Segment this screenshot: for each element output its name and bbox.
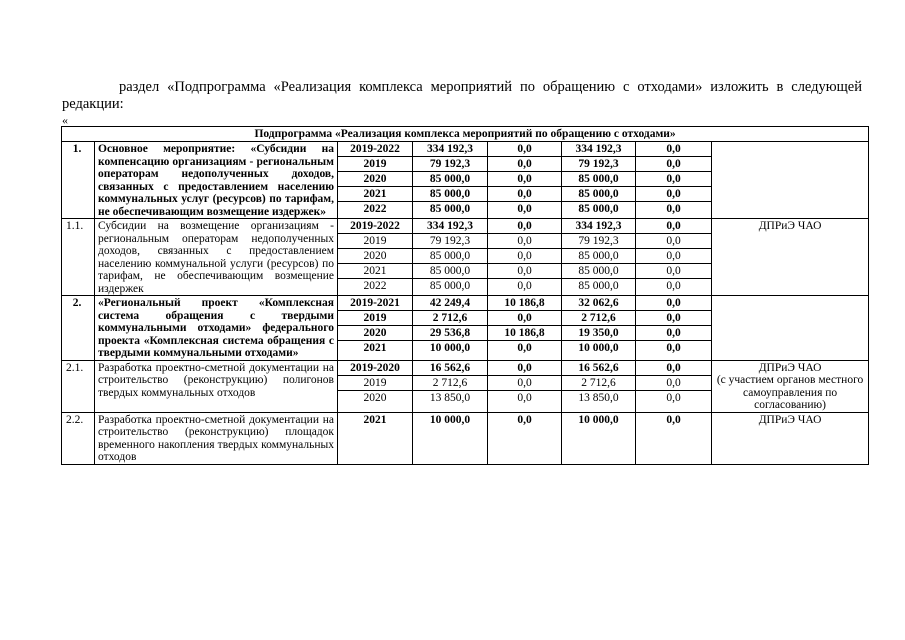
value-cell: 2 712,6 (413, 376, 487, 391)
col-local (636, 296, 712, 361)
value-cell: 2020 (338, 326, 412, 341)
value-cell: 85 000,0 (562, 187, 635, 202)
value-cell: 2 712,6 (562, 376, 635, 391)
col-federal (488, 142, 562, 219)
row-name: «Региональный проект «Комплексная система обращения с твердыми коммунальными отходами» федерального проекта «Комплексная система обращения с твердыми коммунальными отходами» (95, 296, 338, 361)
value-cell: 0,0 (488, 234, 561, 249)
col-federal (488, 360, 562, 412)
col-regional (562, 412, 636, 464)
value-cell: 10 000,0 (578, 342, 619, 354)
value-cell: 16 562,6 (562, 361, 635, 376)
col-federal (488, 412, 562, 464)
col-period (338, 296, 413, 361)
table-row (62, 360, 869, 412)
value-cell: 85 000,0 (413, 264, 487, 279)
value-cell: 0,0 (666, 203, 681, 215)
value-cell: 0,0 (488, 264, 561, 279)
org-line: ДПРиЭ ЧАО (758, 413, 822, 426)
value-cell: 334 192,3 (562, 142, 635, 157)
value-cell: 0,0 (666, 342, 681, 354)
responsible-org (712, 142, 869, 219)
value-cell: 85 000,0 (578, 203, 619, 215)
col-total (413, 412, 488, 464)
value-cell: 0,0 (636, 187, 711, 202)
value-cell: 334 192,3 (562, 219, 635, 234)
org-line: ДПРиЭ ЧАО (758, 361, 822, 374)
value-cell: 334 192,3 (413, 142, 487, 157)
row-number: 2. (62, 296, 95, 361)
value-cell: 2019 (338, 234, 412, 249)
col-regional (562, 360, 636, 412)
value-cell: 2019 (338, 157, 412, 172)
value-cell: 85 000,0 (578, 280, 619, 292)
responsible-org (712, 412, 869, 464)
value-cell: 2 712,6 (413, 311, 487, 326)
col-local (636, 142, 712, 219)
value-cell: 0,0 (488, 172, 561, 187)
col-local (636, 412, 712, 464)
value-cell: 2019-2022 (338, 219, 412, 234)
value-cell: 10 186,8 (488, 326, 561, 341)
value-cell: 0,0 (488, 249, 561, 264)
table-title: Подпрограмма «Реализация комплекса мероприятий по обращению с отходами» (62, 127, 869, 142)
value-cell: 2019-2022 (338, 142, 412, 157)
value-cell: 0,0 (517, 413, 532, 426)
value-cell: 0,0 (636, 234, 711, 249)
value-cell: 79 192,3 (413, 234, 487, 249)
value-cell: 0,0 (488, 187, 561, 202)
value-cell: 13 850,0 (578, 391, 619, 404)
col-regional (562, 219, 636, 296)
value-cell: 0,0 (636, 376, 711, 391)
value-cell: 10 000,0 (429, 342, 471, 354)
value-cell: 0,0 (636, 142, 711, 157)
value-cell: 79 192,3 (562, 157, 635, 172)
value-cell: 85 000,0 (562, 172, 635, 187)
intro-paragraph (62, 79, 862, 113)
value-cell: 2019-2021 (338, 296, 412, 311)
value-cell: 85 000,0 (413, 172, 487, 187)
value-cell: 16 562,6 (413, 361, 487, 376)
col-period (338, 360, 413, 412)
value-cell: 0,0 (666, 413, 681, 426)
responsible-org (712, 296, 869, 361)
value-cell: 2 712,6 (562, 311, 635, 326)
value-cell: 85 000,0 (429, 203, 471, 215)
col-total (413, 360, 488, 412)
value-cell: 0,0 (666, 280, 681, 292)
col-local (636, 360, 712, 412)
table-row (62, 296, 869, 361)
responsible-org (712, 360, 869, 412)
value-cell: 0,0 (636, 249, 711, 264)
value-cell: 79 192,3 (562, 234, 635, 249)
value-cell: 0,0 (488, 219, 561, 234)
value-cell: 0,0 (636, 219, 711, 234)
value-cell: 0,0 (636, 326, 711, 341)
responsible-org (712, 219, 869, 296)
row-name: Субсидии на возмещение организациям - региональным операторам недополученных доходов, связанных с предоставлением населению коммунальной услуги (ресурсов) по тарифам, не обеспечивающим возмещение издержек (95, 219, 338, 296)
row-number: 2.1. (62, 360, 95, 412)
col-local (636, 219, 712, 296)
col-regional (562, 296, 636, 361)
value-cell: 0,0 (488, 361, 561, 376)
value-cell: 2022 (363, 280, 387, 292)
value-cell: 42 249,4 (413, 296, 487, 311)
value-cell: 0,0 (517, 280, 532, 292)
value-cell: 334 192,3 (413, 219, 487, 234)
value-cell: 0,0 (488, 157, 561, 172)
value-cell: 10 186,8 (488, 296, 561, 311)
value-cell: 0,0 (517, 391, 532, 404)
value-cell: 32 062,6 (562, 296, 635, 311)
col-period (338, 412, 413, 464)
value-cell: 19 350,0 (562, 326, 635, 341)
value-cell: 79 192,3 (413, 157, 487, 172)
value-cell: 13 850,0 (429, 391, 471, 404)
value-cell: 85 000,0 (429, 280, 471, 292)
table-row (62, 219, 869, 296)
value-cell: 10 000,0 (429, 413, 471, 426)
value-cell: 85 000,0 (413, 249, 487, 264)
value-cell: 0,0 (636, 157, 711, 172)
value-cell: 85 000,0 (413, 187, 487, 202)
col-federal (488, 219, 562, 296)
value-cell: 29 536,8 (413, 326, 487, 341)
opening-quote: « (62, 113, 68, 127)
table-title-row (62, 127, 869, 142)
value-cell: 0,0 (666, 391, 681, 404)
col-period (338, 219, 413, 296)
row-name: Разработка проектно-сметной документации на строительство (реконструкцию) площадок временного накопления твердых коммунальных отходов (95, 412, 338, 464)
value-cell: 2021 (363, 413, 387, 426)
value-cell: 0,0 (636, 172, 711, 187)
col-total (413, 142, 488, 219)
subprogram-table (61, 126, 869, 465)
row-number: 1.1. (62, 219, 95, 296)
col-total (413, 219, 488, 296)
org-line: (с участием органов местного самоуправления по согласованию) (716, 374, 864, 411)
value-cell: 2019 (338, 311, 412, 326)
value-cell: 2020 (338, 172, 412, 187)
col-federal (488, 296, 562, 361)
value-cell: 0,0 (517, 342, 532, 354)
org-line: ДПРиЭ ЧАО (758, 220, 822, 232)
col-total (413, 296, 488, 361)
col-regional (562, 142, 636, 219)
value-cell: 2021 (363, 342, 387, 354)
value-cell: 0,0 (488, 311, 561, 326)
value-cell: 2021 (338, 187, 412, 202)
value-cell: 0,0 (636, 361, 711, 376)
row-number: 1. (62, 142, 95, 219)
table-row (62, 142, 869, 219)
row-number: 2.2. (62, 412, 95, 464)
value-cell: 0,0 (488, 376, 561, 391)
value-cell: 2022 (363, 203, 387, 215)
value-cell: 2019 (338, 376, 412, 391)
row-name: Основное мероприятие: «Субсидии на компенсацию организациям - региональным операторам недополученных доходов, связанных с предоставлением населению коммунальных услуг (ресурсов) по тарифам, не обеспечивающим возмещение издержек» (95, 142, 338, 219)
table-row (62, 412, 869, 464)
value-cell: 0,0 (636, 264, 711, 279)
value-cell: 0,0 (636, 311, 711, 326)
value-cell: 2020 (363, 391, 387, 404)
value-cell: 10 000,0 (578, 413, 619, 426)
value-cell: 2019-2020 (338, 361, 412, 376)
row-name: Разработка проектно-сметной документации на строительство (реконструкцию) полигонов твердых коммунальных отходов (95, 360, 338, 412)
value-cell: 2021 (338, 264, 412, 279)
value-cell: 0,0 (636, 296, 711, 311)
value-cell: 0,0 (517, 203, 532, 215)
intro-text: раздел «Подпрограмма «Реализация комплекса мероприятий по обращению с отходами» изложить в следующей редакции: (62, 79, 862, 112)
value-cell: 85 000,0 (562, 264, 635, 279)
col-period (338, 142, 413, 219)
value-cell: 85 000,0 (562, 249, 635, 264)
value-cell: 0,0 (488, 142, 561, 157)
value-cell: 2020 (338, 249, 412, 264)
